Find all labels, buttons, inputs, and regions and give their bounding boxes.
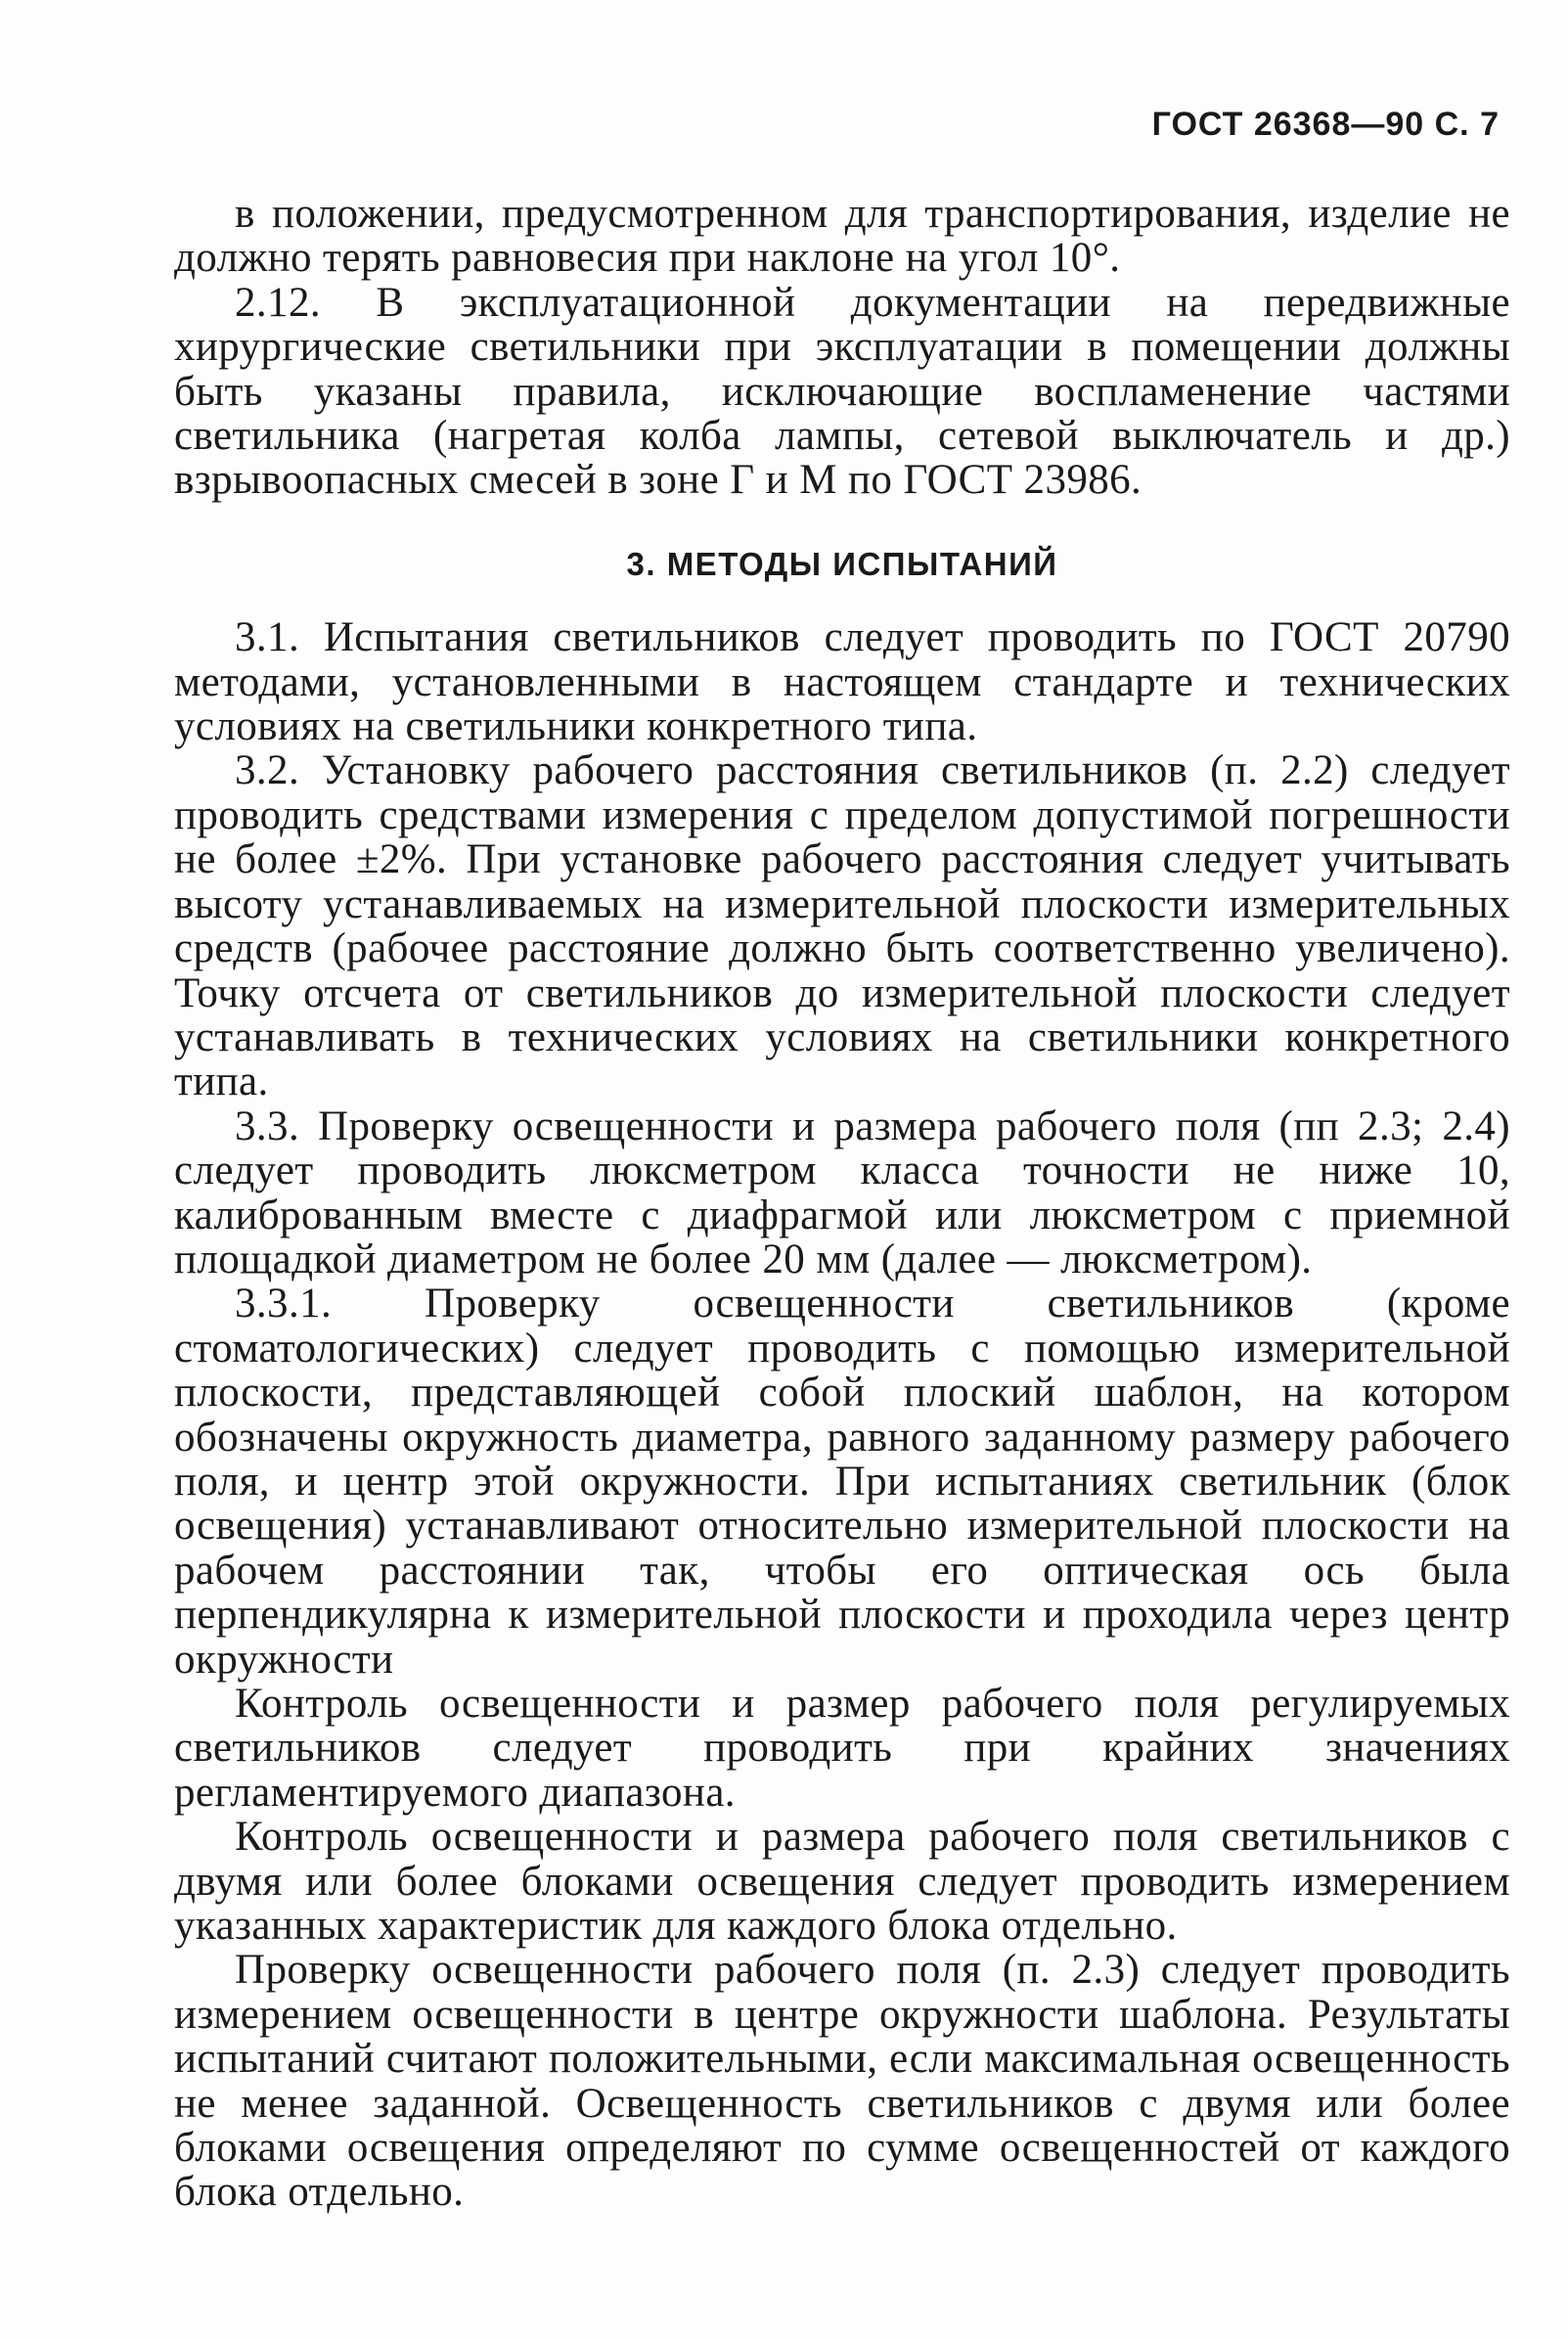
paragraph-3-1: 3.1. Испытания светильников следует проводить по ГОСТ 20790 методами, установленными в настоящем стандарте и технических условиях на светильники конкретного типа.	[174, 614, 1510, 750]
paragraph-multi-block-control: Контроль освещенности и размера рабочего поля светильников с двумя или более блоками освещения следует проводить измерением указанных характеристик для каждого блока отдельно.	[174, 1814, 1510, 1950]
paragraph-continuation: в положении, предусмотренном для транспортирования, изделие не должно терять равновесия при наклоне на угол 10°.	[174, 191, 1510, 282]
paragraph-2-12: 2.12. В эксплуатационной документации на передвижные хирургические светильники при эксплуатации в помещении должны быть указаны правила, исключающие воспламенение частями светильника (нагретая колба лампы, сетевой выключатель и др.) взрывоопасных смесей в зоне Г и М по ГОСТ 23986.	[174, 279, 1510, 504]
section-title: 3. МЕТОДЫ ИСПЫТАНИЙ	[626, 545, 1058, 582]
paragraph-3-3-1: 3.3.1. Проверку освещенности светильников (кроме стоматологических) следует проводить с помощью измерительной плоскости, представляющей собой плоский шаблон, на котором обозначены окружность диаметра, равного заданному размеру рабочего поля, и центр этой окружности. При испытаниях светильник (блок освещения) устанавливают относительно измерительной плоскости на рабочем расстоянии так, чтобы его оптическая ось была перпендикулярна к измерительной плоскости и проходила через центр окружности	[174, 1281, 1510, 1683]
paragraph-3-3: 3.3. Проверку освещенности и размера рабочего поля (пп 2.3; 2.4) следует проводить люксметром класса точности не ниже 10, калиброванным вместе с диафрагмой или люксметром с приемной площадкой диаметром не более 20 мм (далее — люксметром).	[174, 1102, 1510, 1282]
document-body	[174, 192, 1510, 2215]
paragraph-3-2: 3.2. Установку рабочего расстояния светильников (п. 2.2) следует проводить средствами измерения с пределом допустимой погрешности не более ±2%. При установке рабочего расстояния следует учитывать высоту устанавливаемых на измерительной плоскости измерительных средств (рабочее расстояние должно быть соответственно увеличено). Точку отсчета от светильников до измерительной плоскости следует устанавливать в технических условиях на светильники конкретного типа.	[174, 747, 1510, 1105]
paragraph-regulated-control: Контроль освещенности и размер рабочего поля регулируемых светильников следует проводить при крайних значениях регламентируемого диапазона.	[174, 1681, 1510, 1816]
page-header: ГОСТ 26368—90 С. 7	[1151, 106, 1500, 143]
paragraph-field-check: Проверку освещенности рабочего поля (п. 2.3) следует проводить измерением освещенности в центре окружности шаблона. Результаты испытаний считают положительными, если максимальная освещенность не менее заданной. Освещенность светильников с двумя или более блоками освещения определяют по сумме освещенностей от каждого блока отдельно.	[174, 1947, 1510, 2216]
